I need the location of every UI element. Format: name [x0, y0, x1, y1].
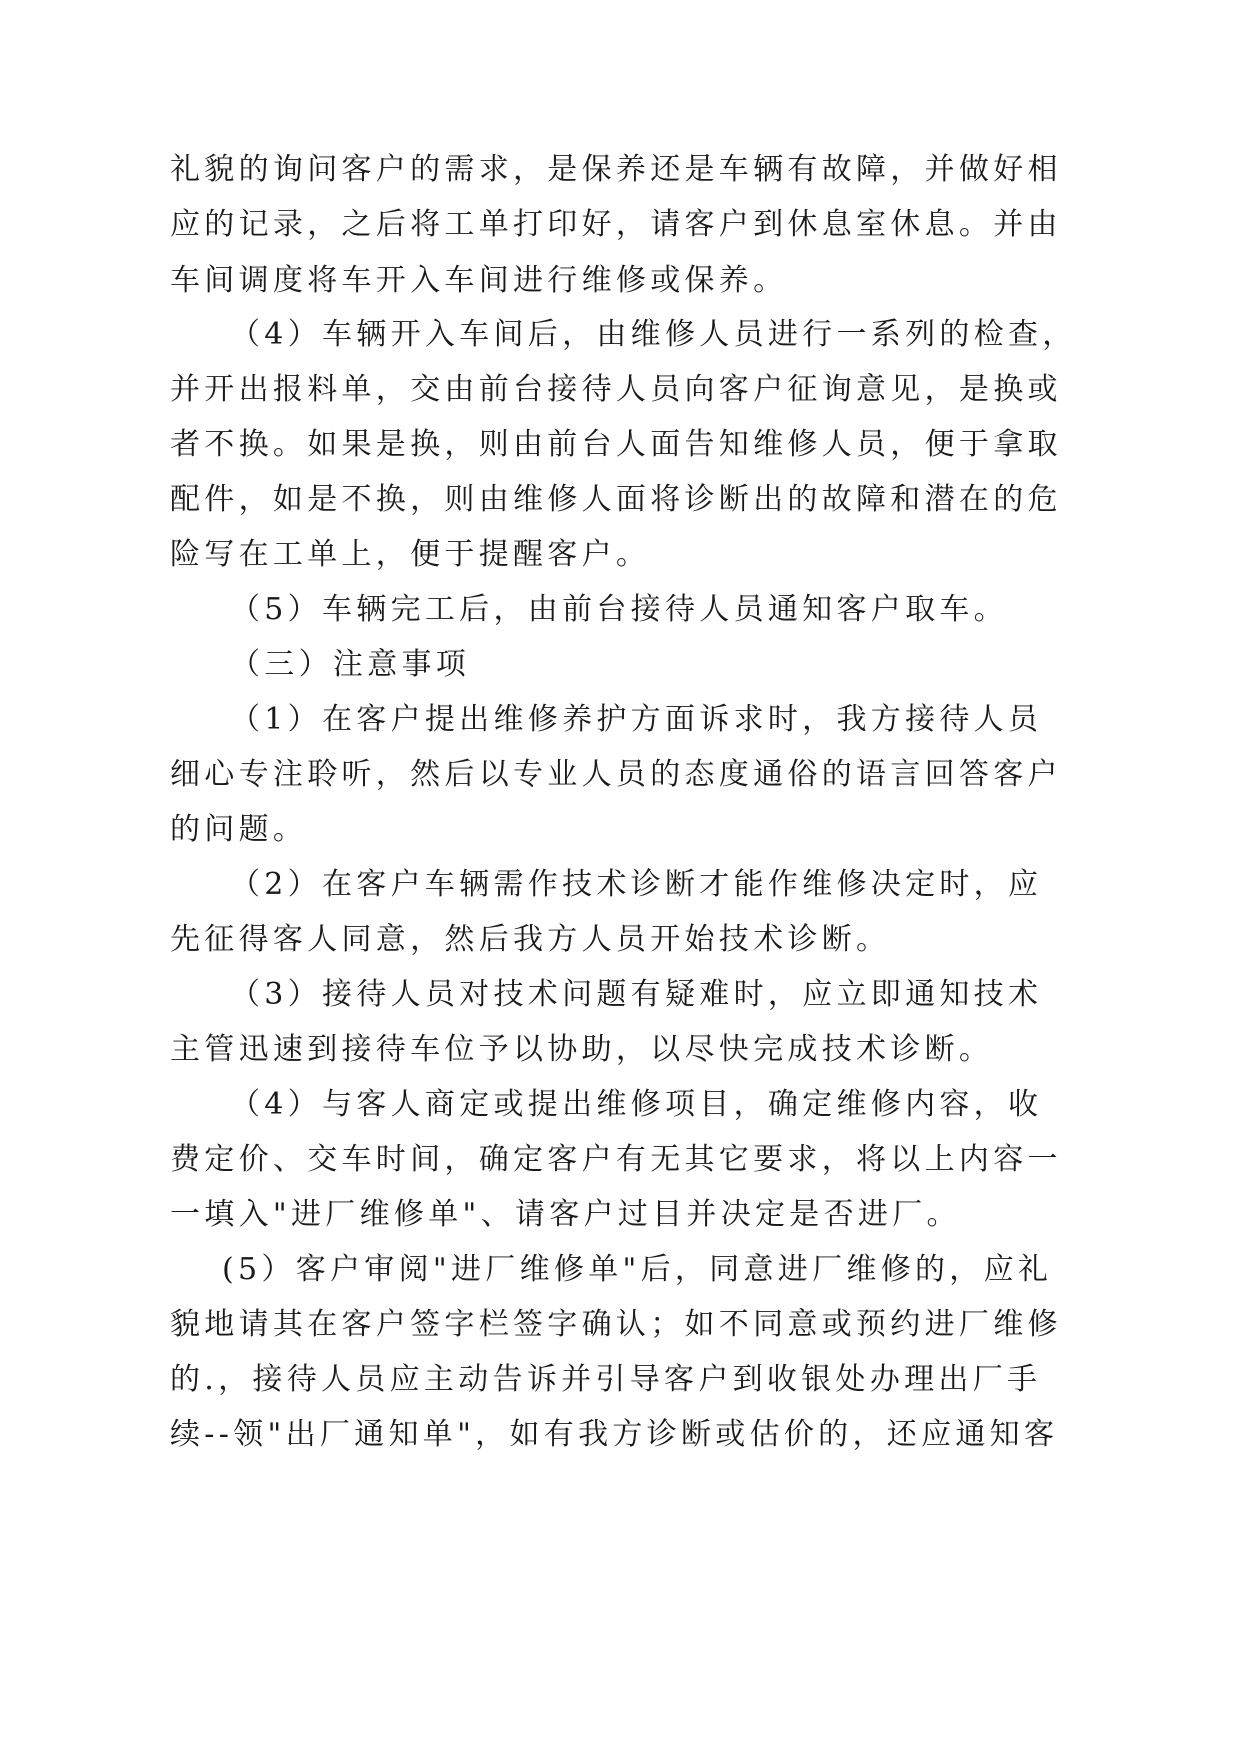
text-line: 者不换。如果是换，则由前台人面告知维修人员，便于拿取: [170, 427, 1062, 462]
text-line: 并开出报料单，交由前台接待人员向客户征询意见，是换或: [170, 372, 1062, 407]
text-line: (5）客户审阅"进厂维修单"后，同意进厂维修的，应礼: [222, 1252, 1053, 1287]
text-line: 车间调度将车开入车间进行维修或保养。: [170, 263, 788, 298]
text-line: 貌地请其在客户签字栏签字确认；如不同意或预约进厂维修: [170, 1307, 1062, 1342]
text-line: 主管迅速到接待车位予以协助，以尽快完成技术诊断。: [170, 1032, 994, 1067]
text-line: 先征得客人同意，然后我方人员开始技术诊断。: [170, 922, 891, 957]
text-line: 费定价、交车时间，确定客户有无其它要求，将以上内容一: [170, 1142, 1062, 1177]
text-line: 配件，如是不换，则由维修人面将诊断出的故障和潜在的危: [170, 482, 1062, 517]
text-line: 续--领"出厂通知单"，如有我方诊断或估价的，还应通知客: [170, 1417, 1059, 1452]
text-line: 的.，接待人员应主动告诉并引导客户到收银处办理出厂手: [170, 1362, 1042, 1397]
text-line: （4）与客人商定或提出维修项目，确定维修内容，收: [230, 1087, 1043, 1122]
text-line: 一填入"进厂维修单"、请客户过目并决定是否进厂。: [170, 1197, 961, 1232]
text-line: 礼貌的询问客户的需求，是保养还是车辆有故障，并做好相: [170, 152, 1062, 187]
text-line: （3）接待人员对技术问题有疑难时，应立即通知技术: [230, 977, 1043, 1012]
text-line: （2）在客户车辆需作技术诊断才能作维修决定时，应: [230, 867, 1043, 902]
text-line: 细心专注聆听，然后以专业人员的态度通俗的语言回答客户: [170, 757, 1062, 792]
text-line: （5）车辆完工后，由前台接待人员通知客户取车。: [230, 592, 1008, 627]
text-line: 的问题。: [170, 812, 308, 847]
text-line: （4）车辆开入车间后，由维修人员进行一系列的检查，: [230, 317, 1077, 352]
text-line: （1）在客户提出维修养护方面诉求时，我方接待人员: [230, 702, 1043, 737]
text-line: 应的记录，之后将工单打印好，请客户到休息室休息。并由: [170, 207, 1062, 242]
text-line: 险写在工单上，便于提醒客户。: [170, 537, 651, 572]
section-heading: （三）注意事项: [230, 647, 471, 682]
